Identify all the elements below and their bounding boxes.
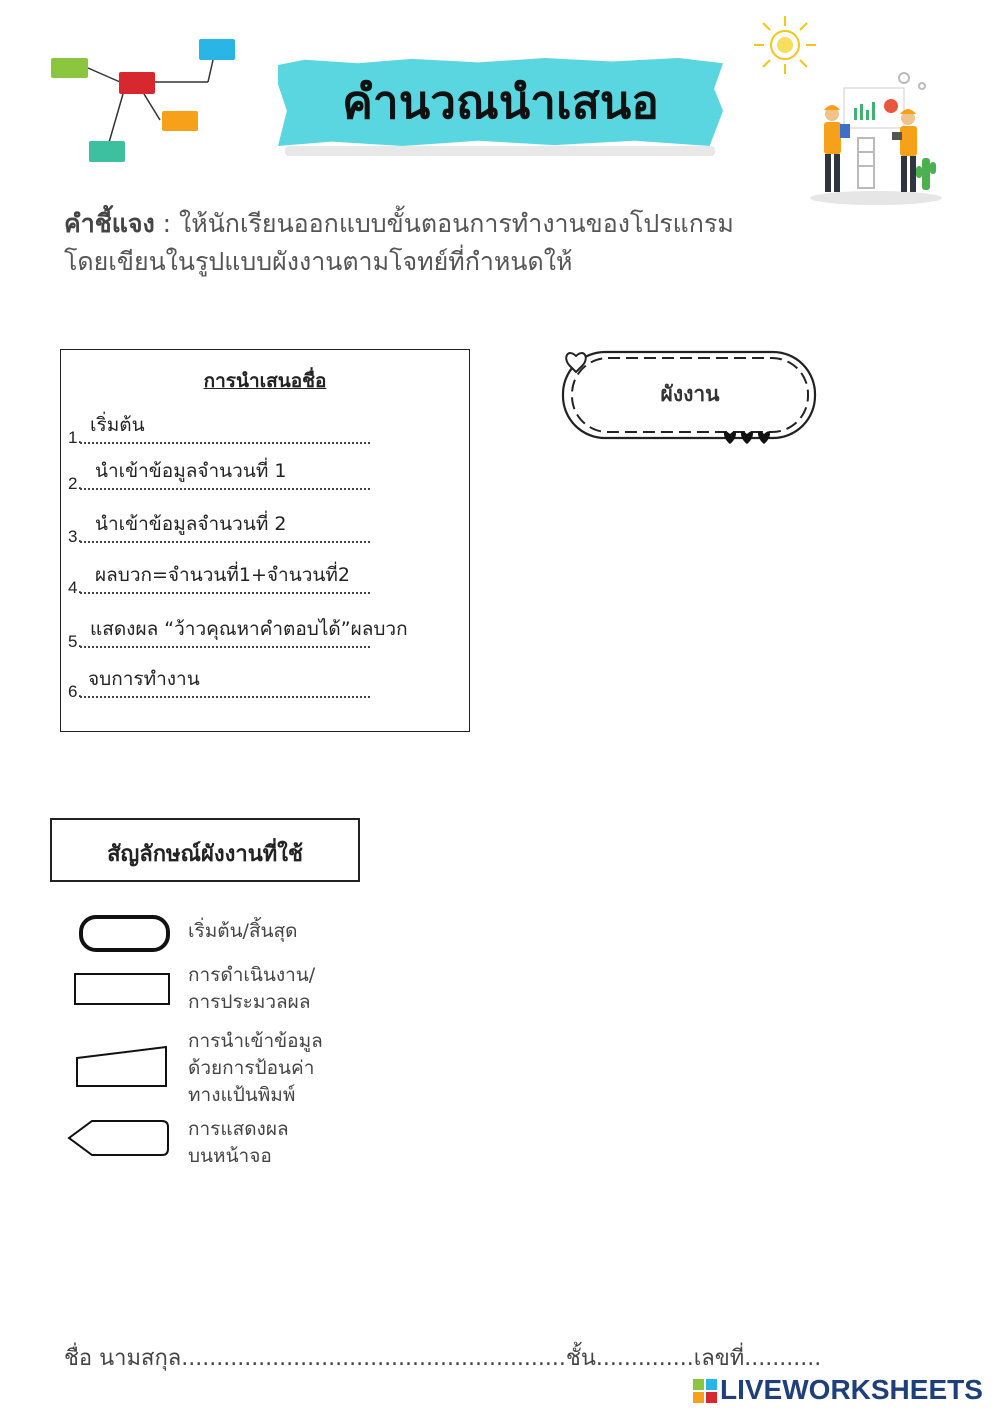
step-number: 4. — [68, 578, 83, 597]
step-text[interactable]: นำเข้าข้อมูลจำนวนที่ 1 — [95, 460, 287, 482]
mindmap-icon — [48, 36, 240, 168]
step-number: 2. — [68, 474, 83, 493]
step-row-3 — [68, 513, 468, 547]
legend-label-manual-input: การนำเข้าข้อมูล ด้วยการป้อนค่า ทางแป้นพิมพ์ — [188, 1030, 323, 1106]
step-dotted-line — [80, 442, 370, 444]
instructions — [64, 205, 944, 281]
step-text[interactable]: ผลบวก=จำนวนที่1+จำนวนที่2 — [95, 564, 350, 586]
legend-label-display: การแสดงผล บนหน้าจอ — [188, 1118, 289, 1167]
legend-title: สัญลักษณ์ผังงานที่ใช้ — [107, 842, 303, 867]
flowchart-label: ผังงาน — [660, 382, 720, 406]
terminator-symbol-icon — [78, 914, 172, 954]
step-row-6 — [68, 668, 468, 702]
step-text[interactable]: จบการทำงาน — [88, 668, 200, 690]
step-dotted-line — [80, 541, 370, 543]
process-symbol-icon — [73, 972, 173, 1008]
step-number: 6. — [68, 682, 83, 701]
page-title: คำนวณนำเสนอ — [342, 75, 659, 129]
display-symbol-icon — [66, 1118, 172, 1158]
step-row-1 — [68, 414, 468, 448]
legend-label-process: การดำเนินงาน/ การประมวลผล — [188, 964, 316, 1013]
step-number: 5. — [68, 632, 83, 651]
step-dotted-line — [80, 488, 370, 490]
step-number: 3. — [68, 527, 83, 546]
manual-input-symbol-icon — [74, 1044, 170, 1090]
step-number: 1. — [68, 428, 83, 447]
student-info-line[interactable]: ชื่อ นามสกุล.......................................................ชั้น..............เลขที่........... — [64, 1346, 822, 1371]
liveworksheets-logo: LIVEWORKSHEETS — [720, 1374, 983, 1405]
instructions-line-1: ให้นักเรียนออกแบบขั้นตอนการทำงานของโปรแกรม — [179, 209, 734, 238]
step-row-2 — [68, 460, 468, 494]
legend-label-terminator: เริ่มต้น/สิ้นสุด — [188, 920, 298, 942]
step-dotted-line — [80, 696, 370, 698]
instructions-line-2: โดยเขียนในรูปแบบผังงานตามโจทย์ที่กำหนดให้ — [64, 247, 573, 276]
title-banner-shadow — [285, 146, 715, 156]
step-text[interactable]: เริ่มต้น — [90, 414, 145, 436]
instructions-label: คำชี้แจง — [64, 209, 155, 238]
step-text[interactable]: นำเข้าข้อมูลจำนวนที่ 2 — [95, 513, 287, 535]
step-dotted-line — [80, 646, 370, 648]
step-dotted-line — [80, 592, 370, 594]
step-row-4 — [68, 564, 468, 598]
instructions-separator: : — [154, 209, 180, 238]
steps-heading: การนำเสนอชื่อ — [203, 370, 327, 392]
step-text[interactable]: แสดงผล “ว้าวคุณหาคำตอบได้”ผลบวก — [90, 618, 408, 640]
liveworksheets-logo-icon — [692, 1378, 718, 1404]
step-row-5 — [68, 618, 468, 652]
engineers-illustration-icon — [806, 66, 946, 206]
